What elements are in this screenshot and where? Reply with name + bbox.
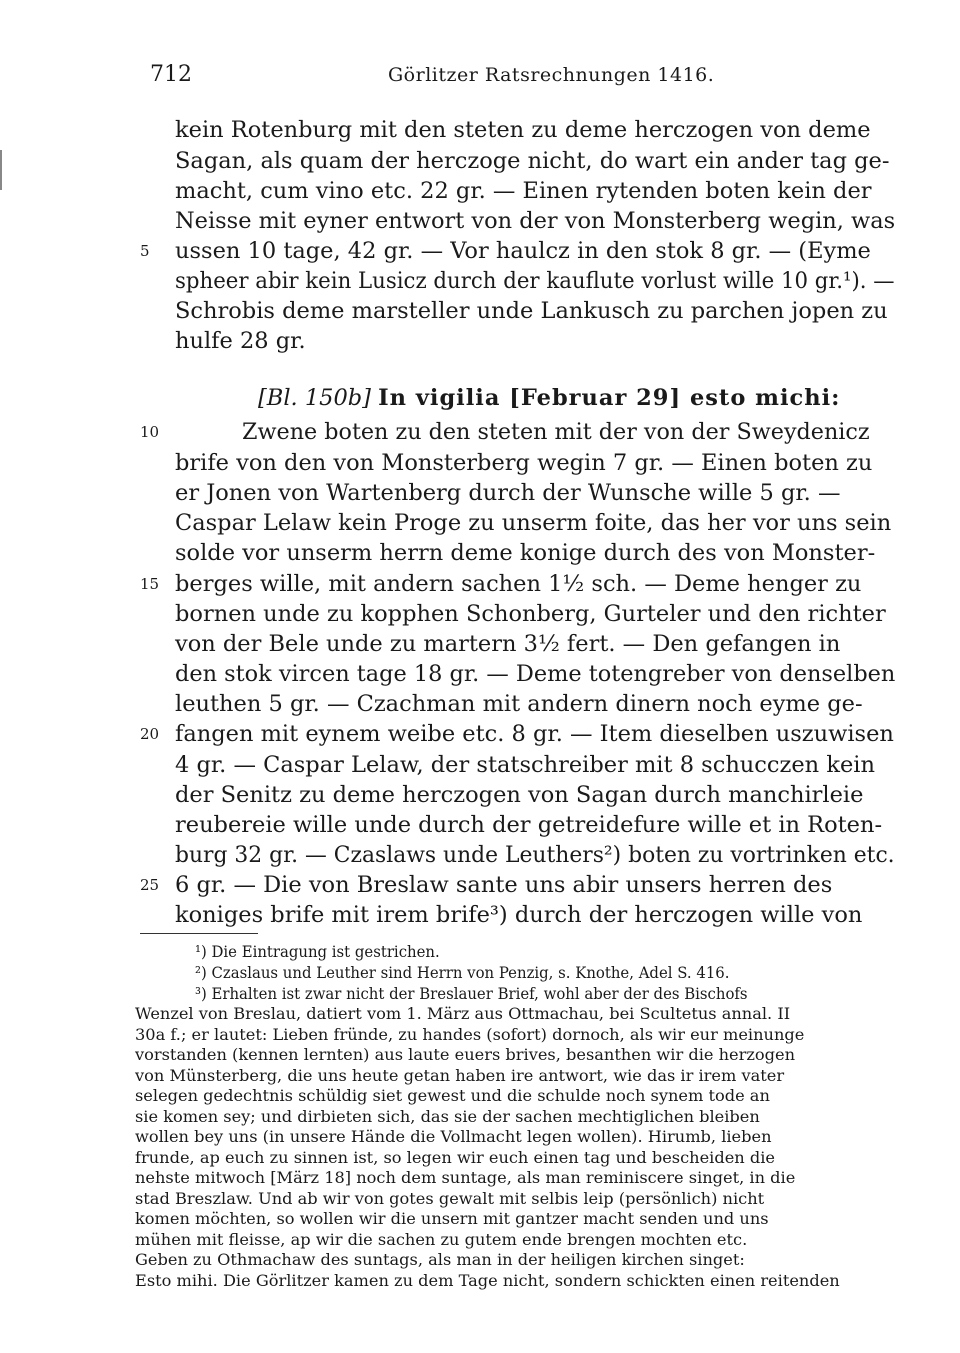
running-title: Görlitzer Ratsrechnungen 1416. (388, 64, 715, 86)
body-line: reubereie wille unde durch der getreidefure wille et in Roten- (175, 812, 883, 838)
line-number: 20 (140, 725, 160, 743)
line-number: 25 (140, 876, 160, 894)
body-line: kein Rotenburg mit den steten zu deme herczogen von deme (175, 117, 871, 143)
footnote-divider (140, 933, 258, 934)
footnote-line: mühen mit fleisse, ap wir die sachen zu gutem ende brengen mochten etc. (135, 1230, 748, 1249)
line-number: 5 (140, 242, 150, 260)
footnote-line: sie komen sey; und dirbieten sich, das sie der sachen mechtiglichen bleiben (135, 1107, 760, 1126)
body-line: bornen unde zu kopphen Schonberg, Gurteler und den richter (175, 601, 886, 627)
body-line: der Senitz zu deme herczogen von Sagan durch manchirleie (175, 782, 864, 808)
body-line: macht, cum vino etc. 22 gr. — Einen rytenden boten kein der (175, 178, 872, 204)
section-heading (258, 383, 840, 413)
footnote-line: komen möchten, so wollen wir die unsern mit gantzer macht senden und uns (135, 1209, 769, 1228)
line-number: 10 (140, 423, 160, 441)
footnote-line: wollen bey uns (in unsere Hände die Vollmacht legen wollen). Hirumb, lieben (135, 1127, 772, 1146)
body-line: leuthen 5 gr. — Czachman mit andern dinern noch eyme ge- (175, 691, 863, 717)
line-number: 15 (140, 575, 160, 593)
page-header (150, 62, 890, 92)
footnote: ¹) Die Eintragung ist gestrichen. (195, 942, 440, 961)
footnote-line: nehste mitwoch [März 18] noch dem suntage, als man reminiscere singet, in die (135, 1168, 796, 1187)
body-line: ussen 10 tage, 42 gr. — Vor haulcz in den stok 8 gr. — (Eyme (175, 238, 871, 264)
body-line: hulfe 28 gr. (175, 328, 306, 354)
body-line: er Jonen von Wartenberg durch der Wunsche wille 5 gr. — (175, 480, 841, 506)
body-line: 6 gr. — Die von Breslaw sante uns abir unsers herren des (175, 872, 833, 898)
folio-reference: [Bl. 150b] (258, 385, 371, 411)
body-line: den stok vircen tage 18 gr. — Deme totengreber von denselben (175, 661, 896, 687)
footnote-line: Geben zu Othmachaw des suntags, als man in der heiligen kirchen singet: (135, 1250, 745, 1269)
footnote: ²) Czaslaus und Leuther sind Herrn von Penzig, s. Knothe, Adel S. 416. (195, 963, 730, 982)
scan-edge-mark (0, 150, 2, 190)
footnote-line: frunde, ap euch zu sinnen ist, so legen wir euch einen tag und bescheiden die (135, 1148, 775, 1167)
body-line: Zwene boten zu den steten mit der von der Sweydenicz (242, 419, 870, 445)
body-line: spheer abir kein Lusicz durch der kauflute vorlust wille 10 gr.¹). — (175, 268, 895, 294)
body-line: burg 32 gr. — Czaslaws unde Leuthers²) boten zu vortrinken etc. (175, 842, 895, 868)
footnote-line: von Münsterberg, die uns heute getan haben ire antwort, wie das ir irem vater (135, 1066, 785, 1085)
body-line: Caspar Lelaw kein Proge zu unserm foite, das her vor uns sein (175, 510, 892, 536)
body-line: brife von den von Monsterberg wegin 7 gr. — Einen boten zu (175, 450, 873, 476)
footnote-line: Wenzel von Breslau, datiert vom 1. März aus Ottmachau, bei Scultetus annal. II (135, 1004, 791, 1023)
footnote-line: 30a f.; er lautet: Lieben fründe, zu handes (sofort) dornoch, als wir eur meinunge (135, 1025, 805, 1044)
footnote: ³) Erhalten ist zwar nicht der Breslauer Brief, wohl aber der des Bischofs (195, 984, 748, 1003)
footnote-line: selegen gedechtnis schüldig siet gewest und die schulde noch synem tode an (135, 1086, 770, 1105)
body-line: 4 gr. — Caspar Lelaw, der statschreiber mit 8 schucczen kein (175, 752, 875, 778)
page-number: 712 (150, 62, 192, 87)
footnote-line: vorstanden (kennen lernten) aus laute euers brives, besanthen wir die herzogen (135, 1045, 795, 1064)
body-line: Neisse mit eyner entwort von der von Monsterberg wegin, was (175, 208, 896, 234)
body-line: Sagan, als quam der herczoge nicht, do wart ein ander tag ge- (175, 148, 890, 174)
body-line: solde vor unserm herrn deme konige durch des von Monster- (175, 540, 876, 566)
body-line: von der Bele unde zu martern 3½ fert. — Den gefangen in (175, 631, 841, 657)
body-line: koniges brife mit irem brife³) durch der herczogen wille von (175, 902, 863, 928)
heading-text: In vigilia [Februar 29] esto michi: (378, 385, 841, 411)
footnote-line: Esto mihi. Die Görlitzer kamen zu dem Tage nicht, sondern schickten einen reitenden (135, 1271, 840, 1290)
body-line: fangen mit eynem weibe etc. 8 gr. — Item dieselben uszuwisen (175, 721, 894, 747)
body-line: Schrobis deme marsteller unde Lankusch zu parchen jopen zu (175, 298, 888, 324)
body-line: berges wille, mit andern sachen 1½ sch. — Deme henger zu (175, 571, 862, 597)
footnote-line: stad Breszlaw. Und ab wir von gotes gewalt mit selbis leip (persönlich) nicht (135, 1189, 765, 1208)
